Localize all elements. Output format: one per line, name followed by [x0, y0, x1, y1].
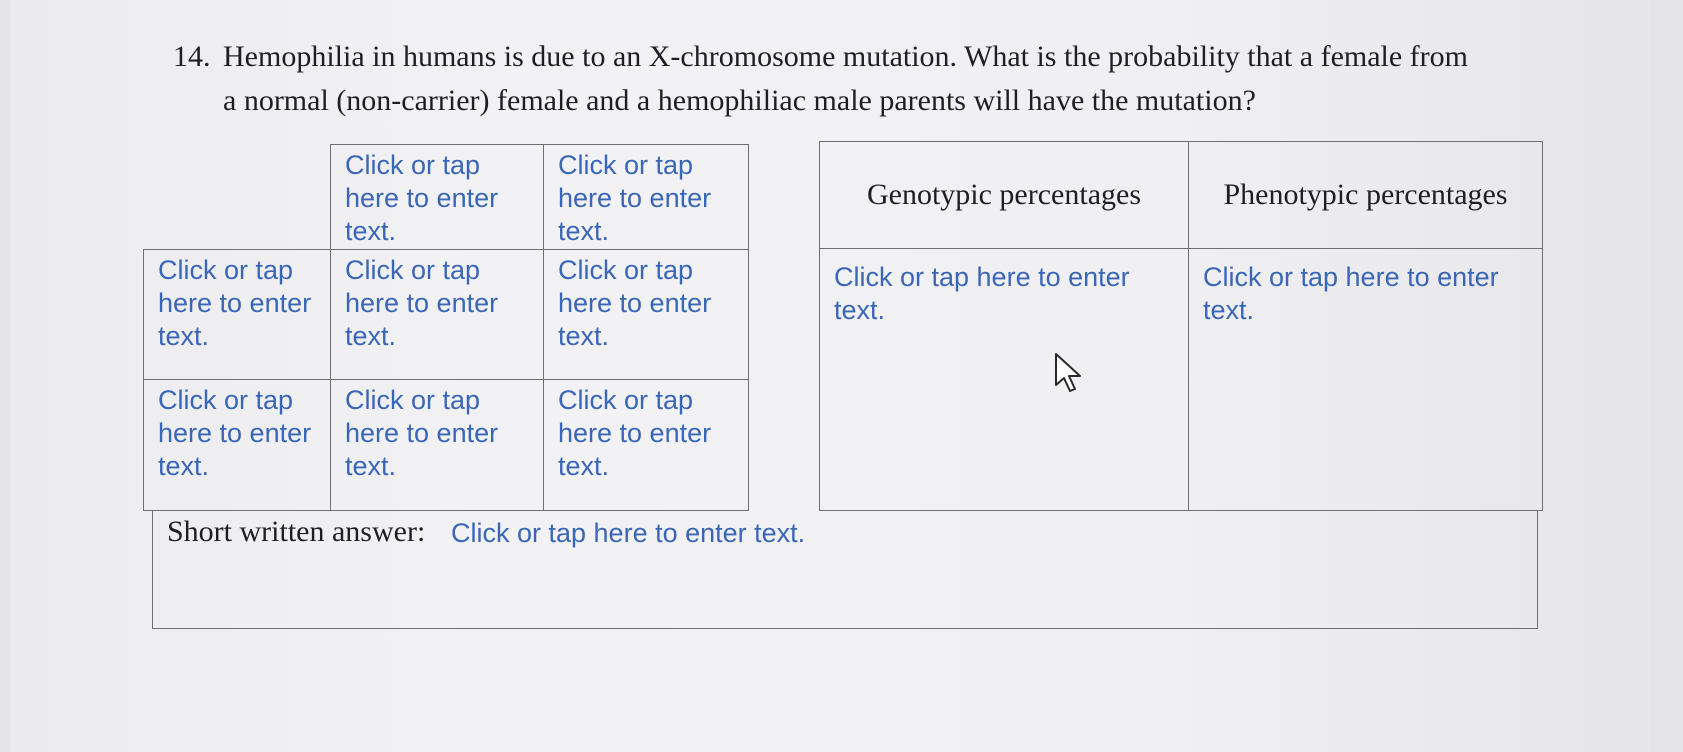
short-answer-field[interactable]: Click or tap here to enter text.: [451, 518, 806, 548]
punnett-row-label-cell: [144, 249, 331, 380]
punnett-header-row: [144, 145, 749, 250]
question-line-1: Hemophilia in humans is due to an X-chromosome mutation. What is the probability that a female from: [223, 40, 1468, 73]
punnett-r2c2-field[interactable]: Click or tap here to enter text.: [558, 385, 712, 482]
punnett-row: [144, 249, 749, 380]
punnett-r2c1-field[interactable]: Click or tap here to enter text.: [345, 385, 499, 482]
punnett-header-field-1[interactable]: Click or tap here to enter text.: [345, 150, 499, 246]
document-page: [10, 0, 1650, 752]
phenotypic-header: Phenotypic percentages: [1189, 142, 1543, 249]
punnett-row-label-cell: [144, 380, 331, 511]
punnett-square-table: [143, 144, 749, 511]
genotypic-field[interactable]: Click or tap here to enter text.: [834, 262, 1130, 325]
phenotypic-field[interactable]: Click or tap here to enter text.: [1203, 262, 1499, 325]
punnett-row-2-label-field[interactable]: Click or tap here to enter text.: [158, 385, 312, 482]
short-answer-box: [152, 511, 1538, 629]
punnett-cell: [331, 249, 544, 380]
mouse-pointer-icon: [1053, 352, 1089, 394]
percentages-body-row: [820, 249, 1543, 511]
punnett-row-1-label-field[interactable]: Click or tap here to enter text.: [158, 254, 312, 351]
genotypic-cell: [820, 249, 1189, 511]
punnett-header-cell-2: [544, 145, 749, 250]
question-text: [223, 35, 1603, 123]
punnett-row: [144, 380, 749, 511]
punnett-cell: [544, 249, 749, 380]
punnett-header-field-2[interactable]: Click or tap here to enter text.: [558, 150, 712, 246]
genotypic-header: Genotypic percentages: [820, 142, 1189, 249]
punnett-cell: [544, 380, 749, 511]
question-number: 14.: [173, 40, 211, 73]
short-answer-label: Short written answer:: [167, 515, 426, 548]
punnett-r1c1-field[interactable]: Click or tap here to enter text.: [345, 254, 499, 351]
punnett-header-cell-1: [331, 145, 544, 250]
percentages-table: [819, 141, 1543, 511]
punnett-corner-cell: [144, 145, 331, 250]
punnett-r1c2-field[interactable]: Click or tap here to enter text.: [558, 254, 712, 351]
punnett-cell: [331, 380, 544, 511]
phenotypic-cell: [1189, 249, 1543, 511]
question-line-2: a normal (non-carrier) female and a hemophiliac male parents will have the mutation?: [223, 84, 1256, 117]
percentages-header-row: [820, 142, 1543, 249]
